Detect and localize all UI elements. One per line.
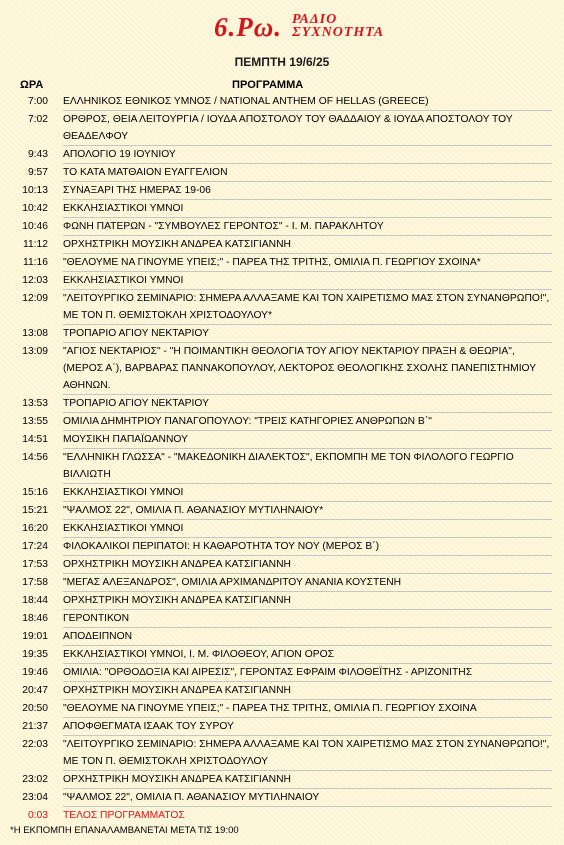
row-program: "ΑΓΙΟΣ ΝΕΚΤΑΡΙΟΣ" - "Η ΠΟΙΜΑΝΤΙΚΗ ΘΕΟΛΟΓΙΑ ΤΟΥ ΑΓΙΟΥ ΝΕΚΤΑΡΙΟΥ ΠΡΑΞΗ & ΘΕΩΡΙΑ", (ΜΕΡΟΣ Α΄), ΒΑΡΒΑΡΑΣ ΠΑΝΝΑΚΟΠΟΥΛΟΥ, ΛΕΚΤΟΡΟΣ ΘΕΟΛΟΓΙΚΗΣ ΣΧΟΛΗΣ ΠΑΝΕΠΙΣΤΗΜΙΟΥ ΑΘΗΝΩΝ. xyxy=(63,343,552,395)
schedule-row xyxy=(16,431,552,449)
row-time: 14:51 xyxy=(22,433,48,445)
row-program: "ΛΕΙΤΟΥΡΓΙΚΟ ΣΕΜΙΝΑΡΙΟ: ΣΗΜΕΡΑ ΑΛΛΑΞΑΜΕ ΚΑΙ ΤΟΝ ΧΑΙΡΕΤΙΣΜΟ ΜΑΣ ΣΤΟΝ ΣΥΝΑΝΘΡΩΠΟ!", ΜΕ ΤΟΝ Π. ΘΕΜΙΣΤΟΚΛΗ ΧΡΙΣΤΟΔΟΥΛΟΥ* xyxy=(63,290,552,325)
header-time: ΩΡΑ xyxy=(20,79,44,91)
row-program: ΤΕΛΟΣ ΠΡΟΓΡΑΜΜΑΤΟΣ xyxy=(63,810,185,821)
schedule-row xyxy=(16,290,552,325)
row-time: 17:24 xyxy=(22,540,48,552)
schedule-row xyxy=(16,182,552,200)
row-program: ΑΠΟΦΘΕΓΜΑΤΑ ΙΣΑΑΚ ΤΟΥ ΣΥΡΟΥ xyxy=(63,718,552,736)
row-time: 7:00 xyxy=(27,96,48,107)
row-program: ΟΡΧΗΣΤΡΙΚΗ ΜΟΥΣΙΚΗ ΑΝΔΡΕΑ ΚΑΤΣΙΓΙΑΝΝΗ xyxy=(63,682,552,700)
row-time: 11:16 xyxy=(22,256,48,268)
row-time: 10:46 xyxy=(22,220,48,232)
row-time: 15:21 xyxy=(22,504,48,516)
row-program: ΦΩΝΗ ΠΑΤΕΡΩΝ - "ΣΥΜΒΟΥΛΕΣ ΓΕΡΟΝΤΟΣ" - Ι. Μ. ΠΑΡΑΚΛΗΤΟΥ xyxy=(63,218,552,236)
schedule-row xyxy=(16,343,552,395)
row-program: ΟΡΧΗΣΤΡΙΚΗ ΜΟΥΣΙΚΗ ΑΝΔΡΕΑ ΚΑΤΣΙΓΙΑΝΝΗ xyxy=(63,556,552,574)
schedule-row xyxy=(16,502,552,520)
row-program: "ΨΑΛΜΟΣ 22", ΟΜΙΛΙΑ Π. ΑΘΑΝΑΣΙΟΥ ΜΥΤΙΛΗΝΑΙΟΥ* xyxy=(63,502,552,520)
schedule-row xyxy=(16,592,552,610)
schedule-row xyxy=(16,413,552,431)
station-logo xyxy=(214,12,384,50)
row-time: 9:57 xyxy=(27,166,48,178)
row-program: "ΘΕΛΟΥΜΕ ΝΑ ΓΙΝΟΥΜΕ ΥΠΕΙΣ;" - ΠΑΡΕΑ ΤΗΣ ΤΡΙΤΗΣ, ΟΜΙΛΙΑ Π. ΓΕΩΡΓΙΟΥ ΣΧΟΙΝΑ xyxy=(63,700,552,718)
row-program: ΕΛΛΗΝΙΚΟΣ ΕΘΝΙΚΟΣ ΥΜΝΟΣ / NATIONAL ANTHEM OF HELLAS (GREECE) xyxy=(63,93,552,111)
row-time: 0:03 xyxy=(27,809,48,821)
row-program: ΕΚΚΛΗΣΙΑΣΤΙΚΟΙ ΥΜΝΟΙ xyxy=(63,520,552,538)
row-program: ΤΡΟΠΑΡΙΟ ΑΓΙΟΥ ΝΕΚΤΑΡΙΟΥ xyxy=(63,325,552,343)
schedule-row xyxy=(16,646,552,664)
schedule-row xyxy=(16,111,552,146)
row-time: 20:47 xyxy=(22,684,48,696)
schedule-row xyxy=(16,574,552,592)
row-program: ΓΕΡΟΝΤΙΚΟΝ xyxy=(63,610,552,628)
schedule-row xyxy=(16,736,552,771)
header-program: ΠΡΟΓΡΑΜΜΑ xyxy=(232,79,304,91)
row-time: 16:20 xyxy=(22,522,48,534)
row-program: ΟΜΙΛΙΑ: "ΟΡΘΟΔΟΞΙΑ ΚΑΙ ΑΙΡΕΣΙΣ", ΓΕΡΟΝΤΑΣ ΕΦΡΑΙΜ ΦΙΛΟΘΕΪΤΗΣ - ΑΡΙΖΟΝΙΤΗΣ xyxy=(63,664,552,682)
row-program: ΕΚΚΛΗΣΙΑΣΤΙΚΟΙ ΥΜΝΟΙ, Ι. Μ. ΦΙΛΟΘΕΟΥ, ΑΓΙΟΝ ΟΡΟΣ xyxy=(63,646,552,664)
row-time: 15:16 xyxy=(22,486,48,498)
row-program: ΕΚΚΛΗΣΙΑΣΤΙΚΟΙ ΥΜΝΟΙ xyxy=(63,272,552,290)
schedule-row xyxy=(16,700,552,718)
schedule-row xyxy=(16,325,552,343)
row-program: ΕΚΚΛΗΣΙΑΣΤΙΚΟΙ ΥΜΝΟΙ xyxy=(63,200,552,218)
row-time: 18:44 xyxy=(22,594,48,606)
row-program: ΕΚΚΛΗΣΙΑΣΤΙΚΟΙ ΥΜΝΟΙ xyxy=(63,484,552,502)
schedule-table xyxy=(16,93,552,824)
row-time: 19:01 xyxy=(22,630,48,642)
row-time: 13:53 xyxy=(22,397,48,409)
schedule-row xyxy=(16,520,552,538)
row-time: 7:02 xyxy=(27,113,48,125)
schedule-row xyxy=(16,682,552,700)
row-program: ΤΡΟΠΑΡΙΟ ΑΓΙΟΥ ΝΕΚΤΑΡΙΟΥ xyxy=(63,395,552,413)
schedule-row xyxy=(16,807,552,825)
row-program: ΟΡΘΡΟΣ, ΘΕΙΑ ΛΕΙΤΟΥΡΓΙΑ / ΙΟΥΔΑ ΑΠΟΣΤΟΛΟΥ ΤΟΥ ΘΑΔΔΑΙΟΥ & ΙΟΥΔΑ ΑΠΟΣΤΟΛΟΥ ΤΟΥ ΘΕΑΔΕΛΦΟΥ xyxy=(63,111,552,146)
schedule-row xyxy=(16,556,552,574)
logo-line-2: ΣΥΧΝΟΤΗΤΑ xyxy=(292,25,385,40)
schedule-row xyxy=(16,146,552,164)
schedule-row xyxy=(16,449,552,484)
row-time: 19:46 xyxy=(22,666,48,678)
schedule-row xyxy=(16,218,552,236)
row-program: ΦΙΛΟΚΑΛΙΚΟΙ ΠΕΡΙΠΑΤΟΙ: Η ΚΑΘΑΡΟΤΗΤΑ ΤΟΥ ΝΟΥ (ΜΕΡΟΣ Β΄) xyxy=(63,538,552,556)
row-program: ΟΡΧΗΣΤΡΙΚΗ ΜΟΥΣΙΚΗ ΑΝΔΡΕΑ ΚΑΤΣΙΓΙΑΝΝΗ xyxy=(63,771,552,789)
row-time: 13:09 xyxy=(22,345,48,357)
row-time: 10:13 xyxy=(22,184,48,196)
row-time: 14:56 xyxy=(22,451,48,463)
row-program: "ΜΕΓΑΣ ΑΛΕΞΑΝΔΡΟΣ", ΟΜΙΛΙΑ ΑΡΧΙΜΑΝΔΡΙΤΟΥ ΑΝΑΝΙΑ ΚΟΥΣΤΕΝΗ xyxy=(63,574,552,592)
row-program: ΜΟΥΣΙΚΗ ΠΑΠΑΪΩΑΝΝΟΥ xyxy=(63,431,552,449)
row-program: ΣΥΝΑΞΑΡΙ ΤΗΣ ΗΜΕΡΑΣ 19-06 xyxy=(63,182,552,200)
date-title: ΠΕΜΠΤΗ 19/6/25 xyxy=(234,55,330,69)
row-program: ΟΡΧΗΣΤΡΙΚΗ ΜΟΥΣΙΚΗ ΑΝΔΡΕΑ ΚΑΤΣΙΓΙΑΝΝΗ xyxy=(63,236,552,254)
row-time: 20:50 xyxy=(22,702,48,714)
row-time: 21:37 xyxy=(22,720,48,732)
row-time: 18:46 xyxy=(22,612,48,624)
schedule-row xyxy=(16,395,552,413)
schedule-row xyxy=(16,771,552,789)
schedule-row xyxy=(16,718,552,736)
schedule-body xyxy=(16,93,552,824)
row-time: 22:03 xyxy=(22,738,48,750)
schedule-row xyxy=(16,236,552,254)
row-program: "ΛΕΙΤΟΥΡΓΙΚΟ ΣΕΜΙΝΑΡΙΟ: ΣΗΜΕΡΑ ΑΛΛΑΞΑΜΕ ΚΑΙ ΤΟΝ ΧΑΙΡΕΤΙΣΜΟ ΜΑΣ ΣΤΟΝ ΣΥΝΑΝΘΡΩΠΟ!", ΜΕ ΤΟΝ Π. ΘΕΜΙΣΤΟΚΛΗ ΧΡΙΣΤΟΔΟΥΛΟΥ xyxy=(63,736,552,771)
schedule-row xyxy=(16,664,552,682)
row-time: 23:02 xyxy=(22,773,48,785)
row-time: 12:09 xyxy=(22,292,48,304)
row-time: 11:12 xyxy=(22,238,48,250)
schedule-row xyxy=(16,272,552,290)
logo-sub-text xyxy=(292,12,384,39)
schedule-row xyxy=(16,610,552,628)
row-time: 13:55 xyxy=(22,415,48,427)
footnote: *Η ΕΚΠΟΜΠΗ ΕΠΑΝΑΛΑΜΒΑΝΕΤΑΙ ΜΕΤΑ ΤΙΣ 19:00 xyxy=(10,825,239,836)
row-time: 12:03 xyxy=(22,274,48,286)
schedule-row xyxy=(16,628,552,646)
row-time: 9:43 xyxy=(27,148,48,160)
row-program: "ΘΕΛΟΥΜΕ ΝΑ ΓΙΝΟΥΜΕ ΥΠΕΙΣ;" - ΠΑΡΕΑ ΤΗΣ ΤΡΙΤΗΣ, ΟΜΙΛΙΑ Π. ΓΕΩΡΓΙΟΥ ΣΧΟΙΝΑ* xyxy=(63,254,552,272)
row-time: 19:35 xyxy=(22,648,48,660)
logo-line-1: ΡΑΔΙΟ xyxy=(292,12,338,27)
logo-main-text: 6.Ρω. xyxy=(214,12,283,42)
row-time: 17:58 xyxy=(22,576,48,588)
row-program: ΤΟ ΚΑΤΑ ΜΑΤΘΑΙΟΝ ΕΥΑΓΓΕΛΙΟΝ xyxy=(63,164,552,182)
row-time: 23:04 xyxy=(22,791,48,803)
row-time: 10:42 xyxy=(22,202,48,214)
row-program: ΟΜΙΛΙΑ ΔΗΜΗΤΡΙΟΥ ΠΑΝΑΓΟΠΟΥΛΟΥ: "ΤΡΕΙΣ ΚΑΤΗΓΟΡΙΕΣ ΑΝΘΡΩΠΩΝ Β΄" xyxy=(63,413,552,431)
schedule-row xyxy=(16,93,552,111)
row-program: ΑΠΟΔΕΙΠΝΟΝ xyxy=(63,628,552,646)
row-time: 13:08 xyxy=(22,327,48,339)
schedule-row xyxy=(16,484,552,502)
schedule-row xyxy=(16,254,552,272)
schedule-row xyxy=(16,538,552,556)
row-time: 17:53 xyxy=(22,558,48,570)
schedule-row xyxy=(16,164,552,182)
row-program: "ΕΛΛΗΝΙΚΗ ΓΛΩΣΣΑ" - "ΜΑΚΕΔΟΝΙΚΗ ΔΙΑΛΕΚΤΟΣ", ΕΚΠΟΜΠΗ ΜΕ ΤΟΝ ΦΙΛΟΛΟΓΟ ΓΕΩΡΓΙΟ ΒΙΛΛΙΩΤΗ xyxy=(63,449,552,484)
row-program: "ΨΑΛΜΟΣ 22", ΟΜΙΛΙΑ Π. ΑΘΑΝΑΣΙΟΥ ΜΥΤΙΛΗΝΑΙΟΥ xyxy=(63,789,552,807)
row-program: ΟΡΧΗΣΤΡΙΚΗ ΜΟΥΣΙΚΗ ΑΝΔΡΕΑ ΚΑΤΣΙΓΙΑΝΝΗ xyxy=(63,592,552,610)
schedule-row xyxy=(16,789,552,807)
row-program: ΑΠΟΛΟΓΙΟ 19 ΙΟΥΝΙΟΥ xyxy=(63,146,552,164)
schedule-row xyxy=(16,200,552,218)
